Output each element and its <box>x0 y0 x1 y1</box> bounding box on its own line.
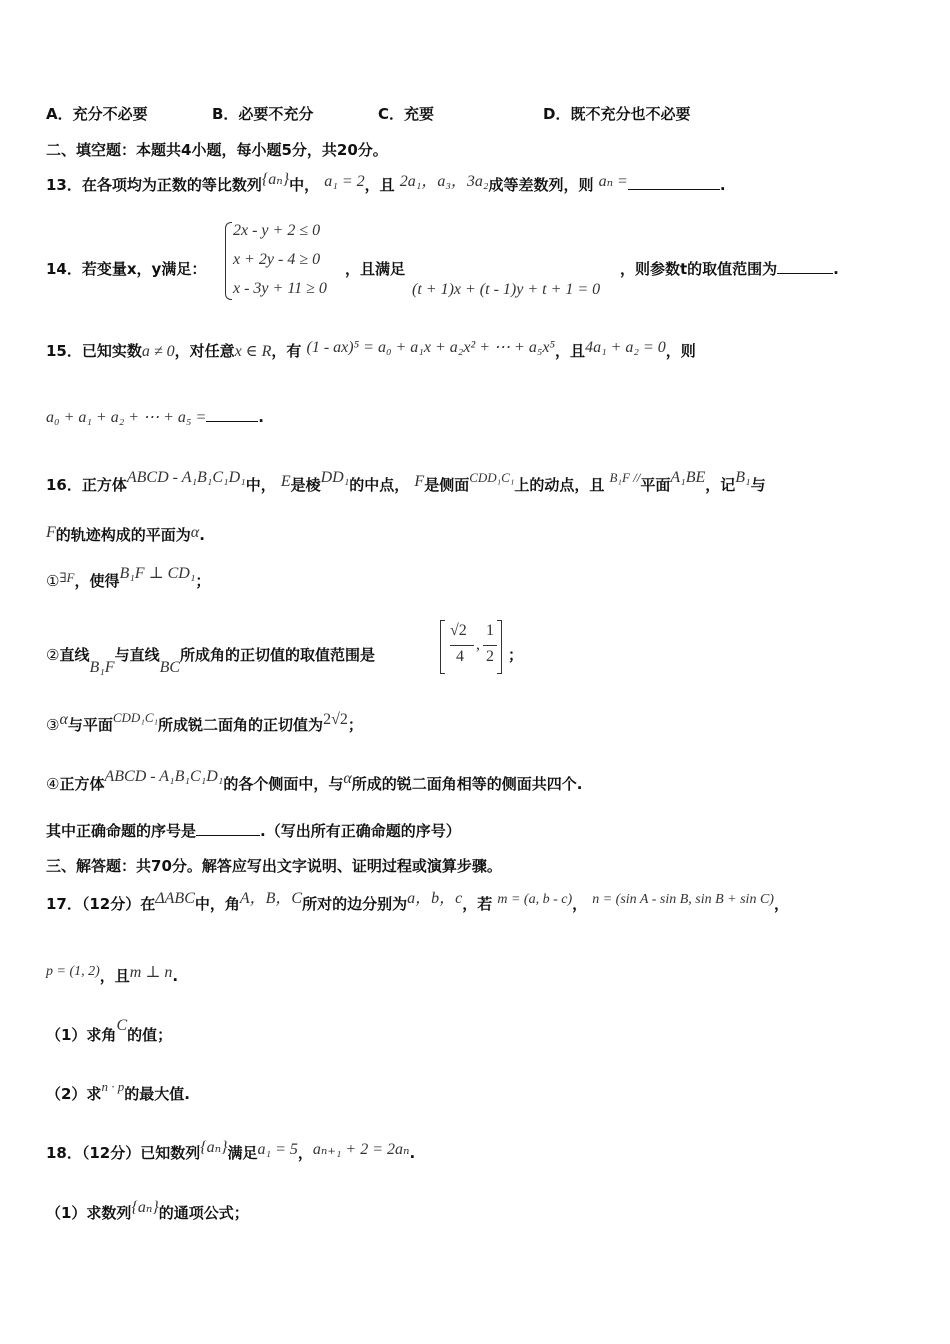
q16-b1: B₁ <box>735 469 751 486</box>
option-d: D．既不充分也不必要 <box>543 105 691 123</box>
q15-answer-blank[interactable] <box>206 407 258 422</box>
q17-text-5: ， <box>572 895 588 913</box>
q18-a1: a₁ = 5 <box>257 1141 298 1158</box>
q16-text-1: 16．正方体 <box>46 476 127 494</box>
q13-text-1: 13．在各项均为正数的等比数列 <box>46 176 262 194</box>
question-16 <box>46 469 766 495</box>
q16-text-6: 上的动点，且 <box>514 476 605 494</box>
question-13 <box>46 172 726 195</box>
q17-text-1: 17．（12分）在 <box>46 895 156 913</box>
q16-s2-text-1: 直线 <box>59 646 90 664</box>
q17-angles: A，B，C <box>239 890 303 907</box>
q16-s3-text-2: 所成锐二面角的正切值为 <box>158 716 324 734</box>
q17-sides: a，b，c <box>407 890 463 907</box>
q16-s2-text-2: 与直线 <box>114 646 160 664</box>
q17-text-3: 所对的边分别为 <box>302 895 408 913</box>
q13-answer-blank[interactable] <box>628 175 720 190</box>
q15-text-5: ，则 <box>665 342 696 360</box>
q16-s3-face: CDD₁C₁ <box>112 710 159 725</box>
q16-s2-num1: √2 <box>450 622 467 639</box>
q17-text-6: ， <box>773 895 789 913</box>
q16-text-4: 的中点， <box>349 476 410 494</box>
q16-point-e: E <box>280 473 291 490</box>
q18-sequence: {aₙ} <box>200 1139 228 1156</box>
q15-a-nonzero: a ≠ 0 <box>141 343 175 360</box>
q15-condition: 4a₁ + a₂ = 0 <box>585 339 666 356</box>
q16-s3-text-1: 与平面 <box>67 716 113 734</box>
option-a: A．充分不必要 <box>46 105 148 123</box>
q16-s3-alpha: α <box>59 711 68 728</box>
q17-part-2 <box>46 1079 190 1104</box>
section-2-heading: 二、填空题：本题共4小题，每小题5分，共20分。 <box>46 141 388 159</box>
q16-point-f-2: F <box>46 524 56 541</box>
q16-plane: A₁BE <box>670 469 706 486</box>
q14-system-brace <box>225 222 232 300</box>
q16-s2-comma: , <box>476 636 480 653</box>
q16-s1-number: ① <box>46 572 60 590</box>
q16-line-2 <box>46 524 205 545</box>
question-18 <box>46 1139 416 1163</box>
q13-an: aₙ = <box>598 173 628 190</box>
q17-p1-angle-c: C <box>116 1017 128 1034</box>
q14-inequality-1: 2x - y + 2 ≤ 0 <box>233 222 321 239</box>
q16-s1-text-2: ； <box>195 572 211 590</box>
q15-text-6: . <box>258 408 264 426</box>
q16-s1-exists: ∃F <box>59 570 75 585</box>
q14-answer-blank[interactable] <box>777 259 833 274</box>
q15-text-3: ，有 <box>271 342 302 360</box>
q17-triangle: ΔABC <box>155 890 195 907</box>
q16-alpha: α <box>190 524 200 541</box>
q16-s2-frac1-bar <box>450 645 474 646</box>
q16-text-7: 平面 <box>640 476 671 494</box>
q16-parallel: B₁F // <box>609 470 641 485</box>
q16-s2-num2: 1 <box>486 622 494 639</box>
q16-s3-text-3: ； <box>347 716 363 734</box>
q18-text-4: . <box>409 1144 416 1162</box>
q16-answer-text-2: .（写出所有正确命题的序号） <box>260 822 461 840</box>
option-c: C．充要 <box>378 105 435 123</box>
q14-answer-row <box>620 258 839 279</box>
q13-sequence: {aₙ} <box>261 171 290 188</box>
q17-text-2: 中，角 <box>194 895 240 913</box>
q17-p1-text-1: （1）求角 <box>46 1026 117 1044</box>
q17-text-4: ，若 <box>462 895 493 913</box>
q16-s2-number: ② <box>46 646 60 664</box>
q16-statement-2 <box>46 644 376 676</box>
section-3-heading: 三、解答题：共70分。解答应写出文字说明、证明过程或演算步骤。 <box>46 857 502 875</box>
q16-s1-perp: B₁F ⊥ CD₁ <box>119 565 196 582</box>
q18-p1-text-1: （1）求数列 <box>46 1204 132 1222</box>
q18-recurrence: aₙ₊₁ + 2 = 2aₙ <box>312 1141 410 1158</box>
q17-p2-dot: n · p <box>101 1079 125 1094</box>
q14-text-2: ，且满足 <box>345 260 406 278</box>
q16-s2-text-3: 所成角的正切值的取值范围是 <box>180 646 376 664</box>
q16-point-f: F <box>414 473 425 490</box>
q16-text-9: 与 <box>750 476 766 494</box>
q16-s2-b1f: B₁F <box>89 659 115 676</box>
q18-text-3: ， <box>297 1144 313 1162</box>
q15-expansion: (1 - ax)⁵ = a₀ + a₁x + a₂x² + ⋯ + a₅x⁵ <box>306 339 556 356</box>
q13-text-2: 中， <box>289 176 320 194</box>
q15-x-real: x ∈ R <box>234 343 272 360</box>
q17-vector-m: m = (a, b - c) <box>497 892 573 907</box>
q14-text-1: 14．若变量x，y满足： <box>46 260 207 278</box>
q16-statement-4 <box>46 768 583 794</box>
q16-s4-text-2: 的各个侧面中，与 <box>223 775 344 793</box>
q14-constraint-line: (t + 1)x + (t - 1)y + t + 1 = 0 <box>412 281 601 298</box>
q16-face: CDD₁C₁ <box>469 470 515 485</box>
q16-s2-den2: 2 <box>486 648 494 665</box>
q16-s2-right-bracket <box>497 620 502 674</box>
q17-vector-n: n = (sin A - sin B, sin B + sin C) <box>592 892 774 907</box>
q18-p1-sequence: {aₙ} <box>131 1199 159 1216</box>
q14-text-3: ，则参数t的取值范围为 <box>620 260 778 278</box>
q13-text-3: ，且 <box>364 176 395 194</box>
q16-s2-bc: BC <box>159 659 181 676</box>
q13-text-5: . <box>719 176 726 194</box>
q16-answer-blank[interactable] <box>196 821 260 836</box>
q16-s4-text-1: 正方体 <box>59 775 105 793</box>
q16-text-10: 的轨迹构成的平面为 <box>55 526 191 544</box>
q16-s4-cube: ABCD - A₁B₁C₁D₁ <box>104 768 224 785</box>
q17-p2-text-1: （2）求 <box>46 1085 102 1103</box>
q16-text-11: . <box>199 526 205 544</box>
q16-s2-den1: 4 <box>456 648 464 665</box>
q13-text-4: 成等差数列，则 <box>488 176 594 194</box>
q14-text-4: . <box>833 260 839 278</box>
q17-line-2 <box>46 965 178 986</box>
q16-s2-left-bracket <box>440 620 445 674</box>
q18-p1-text-2: 的通项公式； <box>158 1204 249 1222</box>
q16-answer-line <box>46 820 461 841</box>
q16-edge: DD₁ <box>320 469 350 486</box>
q16-statement-3 <box>46 710 363 735</box>
q17-part-1 <box>46 1017 173 1045</box>
q18-text-2: 满足 <box>227 1144 258 1162</box>
q16-statement-1 <box>46 565 211 591</box>
q16-s1-text-1: ，使得 <box>74 572 120 590</box>
q15-text-1: 15．已知实数 <box>46 342 142 360</box>
q16-answer-text-1: 其中正确命题的序号是 <box>46 822 197 840</box>
q16-s4-text-3: 所成的锐二面角相等的侧面共四个. <box>351 775 583 793</box>
q16-s2-text-4: ； <box>508 646 524 664</box>
q16-text-5: 是侧面 <box>424 476 470 494</box>
q17-perpendicular: m ⊥ n <box>129 964 173 981</box>
q15-sum-line <box>46 407 264 427</box>
q18-text-1: 18．（12分）已知数列 <box>46 1144 201 1162</box>
q16-text-8: ，记 <box>705 476 736 494</box>
q16-s2-frac2-bar <box>483 645 497 646</box>
q16-s3-number: ③ <box>46 716 60 734</box>
q17-text-8: . <box>172 967 179 985</box>
option-b: B．必要不充分 <box>212 105 314 123</box>
q16-text-3: 是棱 <box>290 476 321 494</box>
q14-inequality-2: x + 2y - 4 ≥ 0 <box>233 251 321 268</box>
q16-s4-alpha: α <box>343 770 352 787</box>
q16-cube: ABCD - A₁B₁C₁D₁ <box>126 469 246 486</box>
q16-text-2: 中， <box>245 476 276 494</box>
q13-a1: a₁ = 2 <box>324 173 365 190</box>
question-15 <box>46 340 696 361</box>
q15-text-4: ，且 <box>555 342 586 360</box>
q16-s3-value: 2√2 <box>323 711 348 728</box>
q17-p1-text-2: 的值； <box>127 1026 173 1044</box>
q16-s4-number: ④ <box>46 775 60 793</box>
q15-sum: a₀ + a₁ + a₂ + ⋯ + a₅ = <box>46 409 207 426</box>
q18-part-1 <box>46 1199 249 1223</box>
q15-text-2: ，对任意 <box>174 342 235 360</box>
q13-terms: 2a₁，a₃，3a₂ <box>399 173 489 190</box>
q14-inequality-3: x - 3y + 11 ≥ 0 <box>233 280 327 297</box>
question-17 <box>46 891 789 914</box>
q17-vector-p: p = (1, 2) <box>46 964 100 979</box>
q17-text-7: ，且 <box>99 967 130 985</box>
q17-p2-text-2: 的最大值. <box>124 1085 190 1103</box>
